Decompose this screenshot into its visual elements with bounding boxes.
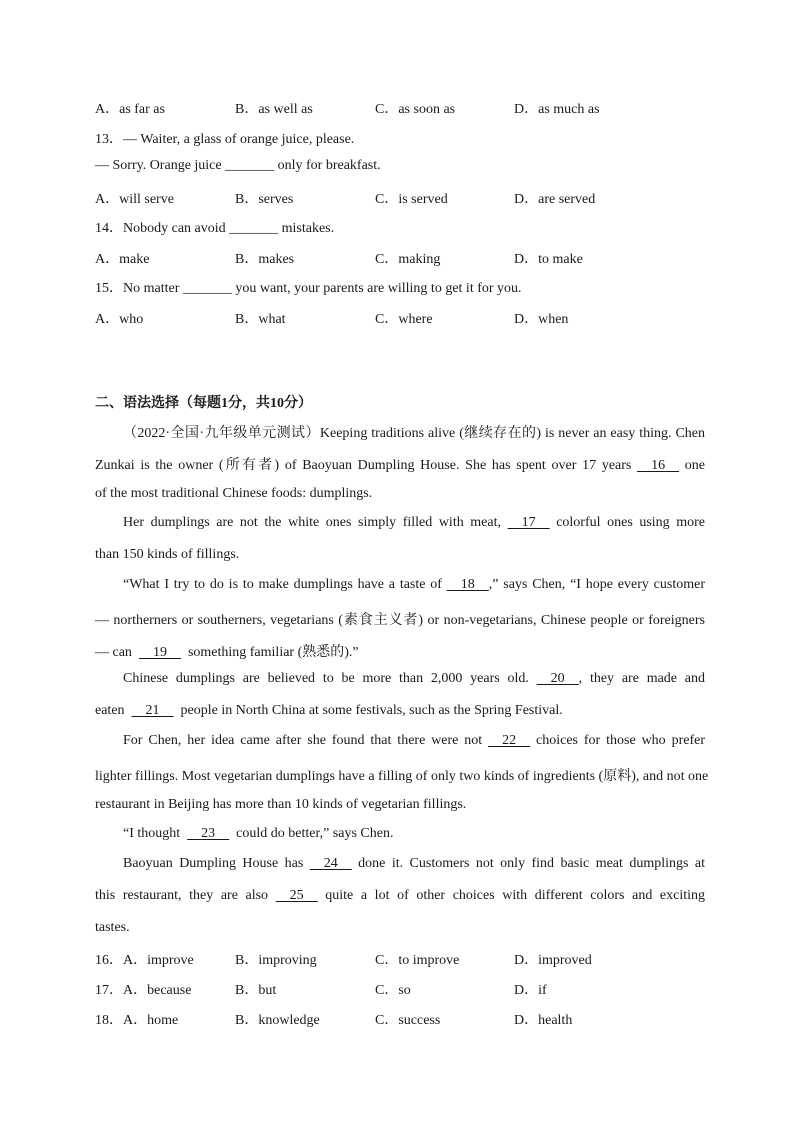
option-d: D．to make (514, 252, 583, 267)
option-a: A．as far as (95, 102, 165, 117)
text: people in North China at some festivals, such as the Spring Festival. (180, 703, 563, 718)
passage-line (123, 733, 705, 749)
q14-stem: 14．Nobody can avoid _______ mistakes. (95, 221, 335, 236)
option-a: 17．A．because (95, 983, 192, 998)
passage-line: than 150 kinds of fillings. (95, 547, 240, 562)
blank-18: 18 (446, 577, 489, 592)
blank-25: 25 (275, 888, 318, 903)
option-b: B．as well as (235, 102, 313, 117)
option-a: A．make (95, 252, 150, 267)
option-a: A．who (95, 312, 144, 327)
blank-24: 24 (309, 856, 352, 871)
section-title: 二、语法选择（每题1分，共10分） (95, 396, 312, 411)
option-b: B．but (235, 983, 277, 998)
option-d: D．as much as (514, 102, 600, 117)
passage-line (95, 454, 705, 474)
text: “What I try to do is to make dumplings have a taste of (123, 577, 442, 592)
text: Chinese dumplings are believed to be more than 2,000 years old. (123, 671, 529, 686)
option-c: C．is served (375, 192, 448, 207)
option-a: A．will serve (95, 192, 174, 207)
option-b: B．serves (235, 192, 294, 207)
text: done it. Customers not only find basic meat dumplings at (358, 856, 705, 871)
q12-options (95, 98, 715, 118)
text: — can (95, 645, 132, 660)
blank-20: 20 (536, 671, 579, 686)
passage-line (123, 515, 705, 531)
text: Baoyuan Dumpling House has (123, 856, 304, 871)
passage-line: lighter fillings. Most vegetarian dumplings have a filling of only two kinds of ingredients (原料), and not one (95, 769, 709, 784)
option-d: D．are served (514, 192, 596, 207)
text: colorful ones using more (556, 515, 706, 530)
q16-options (95, 949, 715, 969)
text: choices for those who prefer (536, 733, 705, 748)
blank-21: 21 (131, 703, 174, 718)
option-c: C．so (375, 983, 411, 998)
blank-19: 19 (138, 645, 181, 660)
blank-16: 16 (637, 458, 680, 473)
text: ,” says Chen, “I hope every customer (488, 577, 706, 592)
option-a: 18．A．home (95, 1013, 179, 1028)
text: “I thought (123, 826, 181, 841)
q15-options (95, 308, 715, 328)
passage-line: tastes. (95, 920, 130, 935)
text: , they are made and (578, 671, 705, 686)
blank-23: 23 (187, 826, 230, 841)
option-c: C．success (375, 1013, 441, 1028)
passage-line (123, 856, 705, 872)
passage-line (123, 671, 705, 687)
passage-line (95, 703, 705, 719)
passage-line (123, 577, 705, 593)
passage-line: （2022·全国·九年级单元测试）Keeping traditions alive (继续存在的) is never an easy thing. Chen (123, 426, 705, 441)
passage-line (95, 888, 705, 904)
passage-line (123, 826, 705, 842)
passage-line: — northerners or southerners, vegetarians (素食主义者) or non-vegetarians, Chinese people or foreigners (95, 613, 705, 628)
q15-stem: 15．No matter _______ you want, your parents are willing to get it for you. (95, 281, 522, 296)
option-a: 16．A．improve (95, 953, 194, 968)
text: eaten (95, 703, 125, 718)
blank-17: 17 (507, 515, 550, 530)
option-b: B．improving (235, 953, 317, 968)
option-c: C．making (375, 252, 441, 267)
passage-line: restaurant in Beijing has more than 10 kinds of vegetarian fillings. (95, 797, 467, 812)
passage-line: of the most traditional Chinese foods: dumplings. (95, 486, 373, 501)
text: something familiar (熟悉的).” (187, 645, 359, 660)
text: could do better,” says Chen. (236, 826, 394, 841)
option-b: B．what (235, 312, 286, 327)
option-d: D．if (514, 983, 547, 998)
q13-stem-line2: — Sorry. Orange juice _______ only for breakfast. (95, 158, 381, 173)
text: For Chen, her idea came after she found that there were not (123, 733, 483, 748)
text: Her dumplings are not the white ones simply filled with meat, (123, 515, 502, 530)
option-c: C．as soon as (375, 102, 456, 117)
text: one (684, 458, 706, 473)
blank-22: 22 (488, 733, 531, 748)
option-d: D．improved (514, 953, 592, 968)
option-c: C．where (375, 312, 433, 327)
text: this restaurant, they are also (95, 888, 269, 903)
q13-stem-line1: 13．— Waiter, a glass of orange juice, please. (95, 132, 355, 147)
option-c: C．to improve (375, 953, 460, 968)
option-b: B．knowledge (235, 1013, 320, 1028)
q17-options (95, 979, 715, 999)
q13-options (95, 188, 715, 208)
q18-options (95, 1009, 715, 1029)
text: quite a lot of other choices with different colors and exciting (325, 888, 706, 903)
option-d: D．when (514, 312, 569, 327)
text: Zunkai is the owner (所有者) of Baoyuan Dumpling House. She has spent over 17 years (95, 458, 632, 473)
q14-options (95, 248, 715, 268)
option-d: D．health (514, 1013, 573, 1028)
passage-line (95, 641, 705, 661)
option-b: B．makes (235, 252, 295, 267)
